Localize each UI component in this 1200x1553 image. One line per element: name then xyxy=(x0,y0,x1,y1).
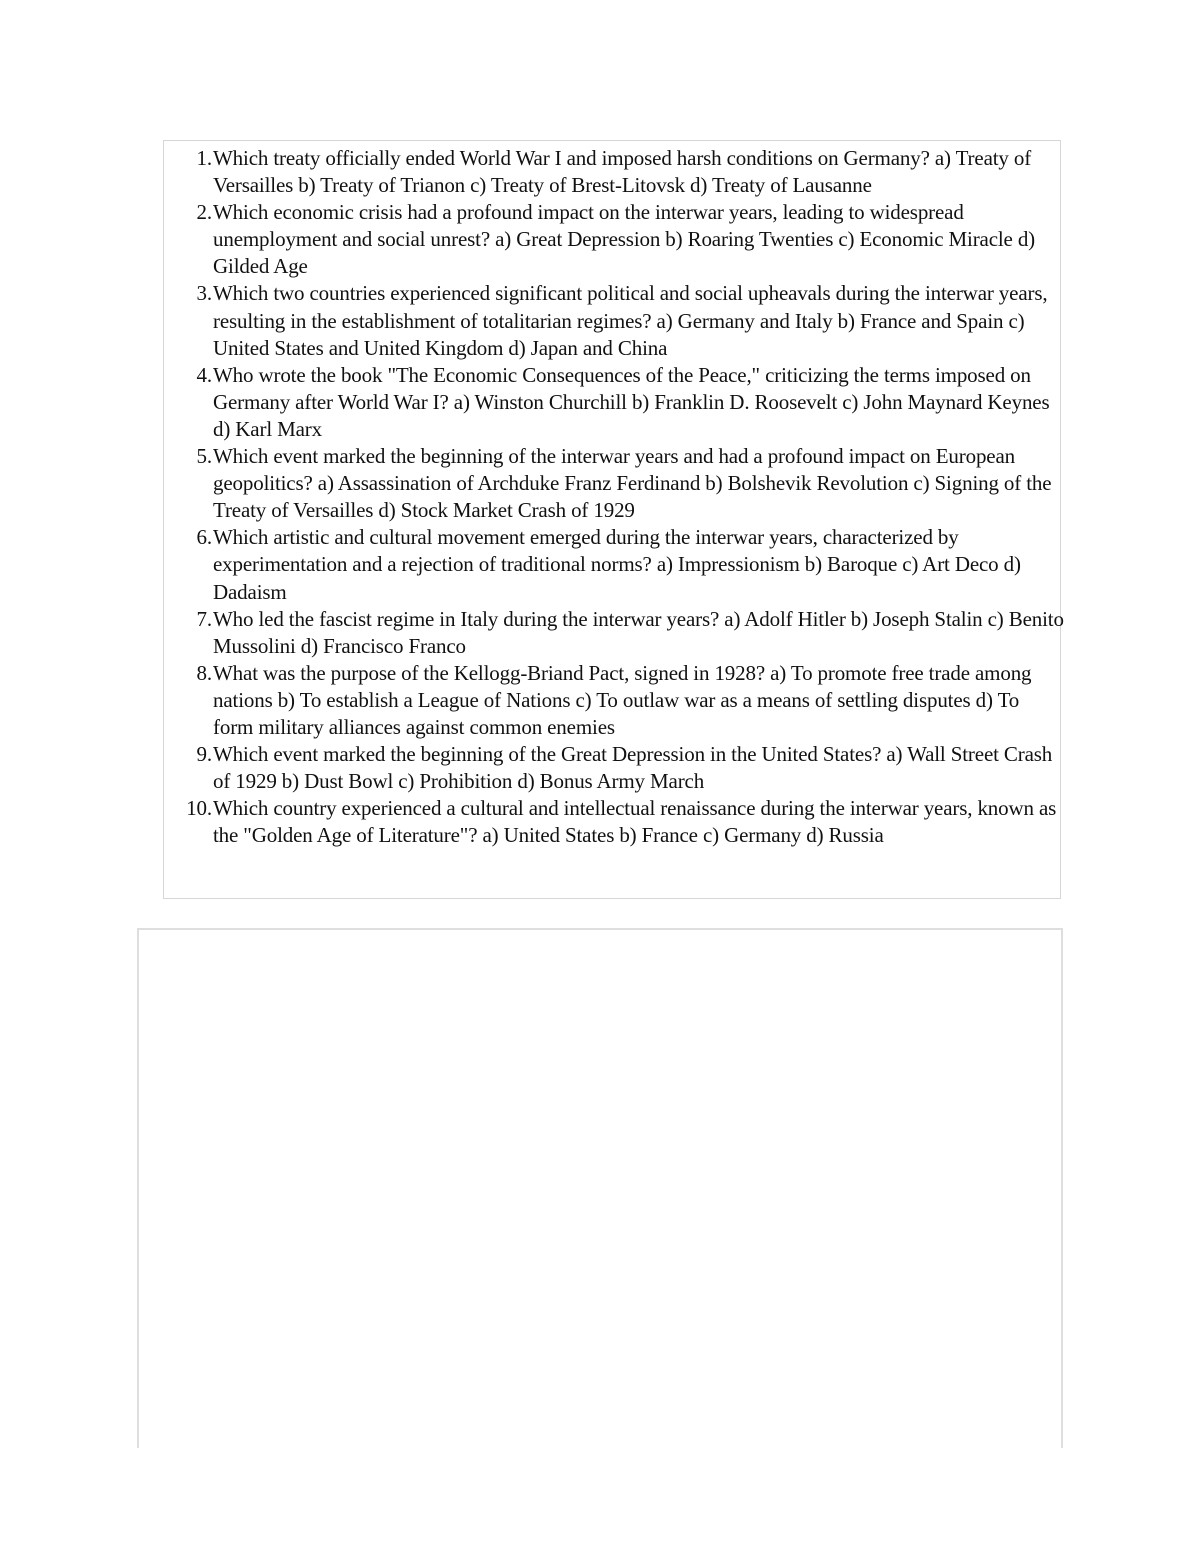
question-text: Which treaty officially ended World War I and imposed harsh conditions on Germany? a) Treaty of Versailles b) Treaty of Trianon c) Treaty of Brest-Litovsk d) Treaty of Lausanne xyxy=(213,146,1032,198)
question-number: 2. xyxy=(196,200,212,225)
question-number: 9. xyxy=(196,742,212,767)
question-text: Which event marked the beginning of the interwar years and had a profound impact on European geopolitics? a) Assassination of Archduke Franz Ferdinand b) Bolshevik Revolution c) Signing of the Treaty of Versailles d) Stock Market Crash of 1929 xyxy=(213,444,1052,523)
question-number: 10. xyxy=(186,796,212,821)
question-box xyxy=(163,140,1064,899)
question-text: Which artistic and cultural movement emerged during the interwar years, characterized by experimentation and a rejection of traditional norms? a) Impressionism b) Baroque c) Art Deco d) Dadaism xyxy=(213,525,1021,604)
question-number: 8. xyxy=(196,660,212,685)
question-item xyxy=(164,443,1064,524)
question-item xyxy=(164,660,1064,741)
question-text: What was the purpose of the Kellogg-Briand Pact, signed in 1928? a) To promote free trade among nations b) To establish a League of Nations c) To outlaw war as a means of settling disputes d) To form military alliances against common enemies xyxy=(213,660,1032,739)
question-text: Which event marked the beginning of the Great Depression in the United States? a) Wall Street Crash of 1929 b) Dust Bowl c) Prohibition d) Bonus Army March xyxy=(213,742,1053,794)
question-item xyxy=(164,145,1064,199)
question-number: 3. xyxy=(196,281,212,306)
question-item xyxy=(164,524,1064,605)
question-text: Which two countries experienced significant political and social upheavals during the interwar years, resulting in the establishment of totalitarian regimes? a) Germany and Italy b) France and Spain c) United States and United Kingdom d) Japan and China xyxy=(213,281,1048,360)
question-number: 1. xyxy=(196,146,212,170)
question-item xyxy=(164,795,1064,849)
answer-box xyxy=(137,928,1063,1448)
question-list xyxy=(164,145,1064,849)
question-item xyxy=(164,362,1064,443)
question-text: Which country experienced a cultural and intellectual renaissance during the interwar years, known as the "Golden Age of Literature"? a) United States b) France c) Germany d) Russia xyxy=(213,796,1057,848)
question-item xyxy=(164,606,1064,660)
question-text: Who wrote the book "The Economic Consequences of the Peace," criticizing the terms imposed on Germany after World War I? a) Winston Churchill b) Franklin D. Roosevelt c) John Maynard Keynes d) Karl Marx xyxy=(213,362,1050,441)
question-text: Who led the fascist regime in Italy during the interwar years? a) Adolf Hitler b) Joseph Stalin c) Benito Mussolini d) Francisco Franco xyxy=(213,606,1064,658)
question-item xyxy=(164,280,1064,361)
question-number: 6. xyxy=(196,525,212,550)
question-number: 5. xyxy=(196,444,212,469)
question-number: 4. xyxy=(196,362,212,387)
question-item xyxy=(164,199,1064,280)
question-item xyxy=(164,741,1064,795)
question-number: 7. xyxy=(196,606,212,631)
question-text: Which economic crisis had a profound impact on the interwar years, leading to widespread unemployment and social unrest? a) Great Depression b) Roaring Twenties c) Economic Miracle d) Gilded Age xyxy=(213,200,1036,279)
